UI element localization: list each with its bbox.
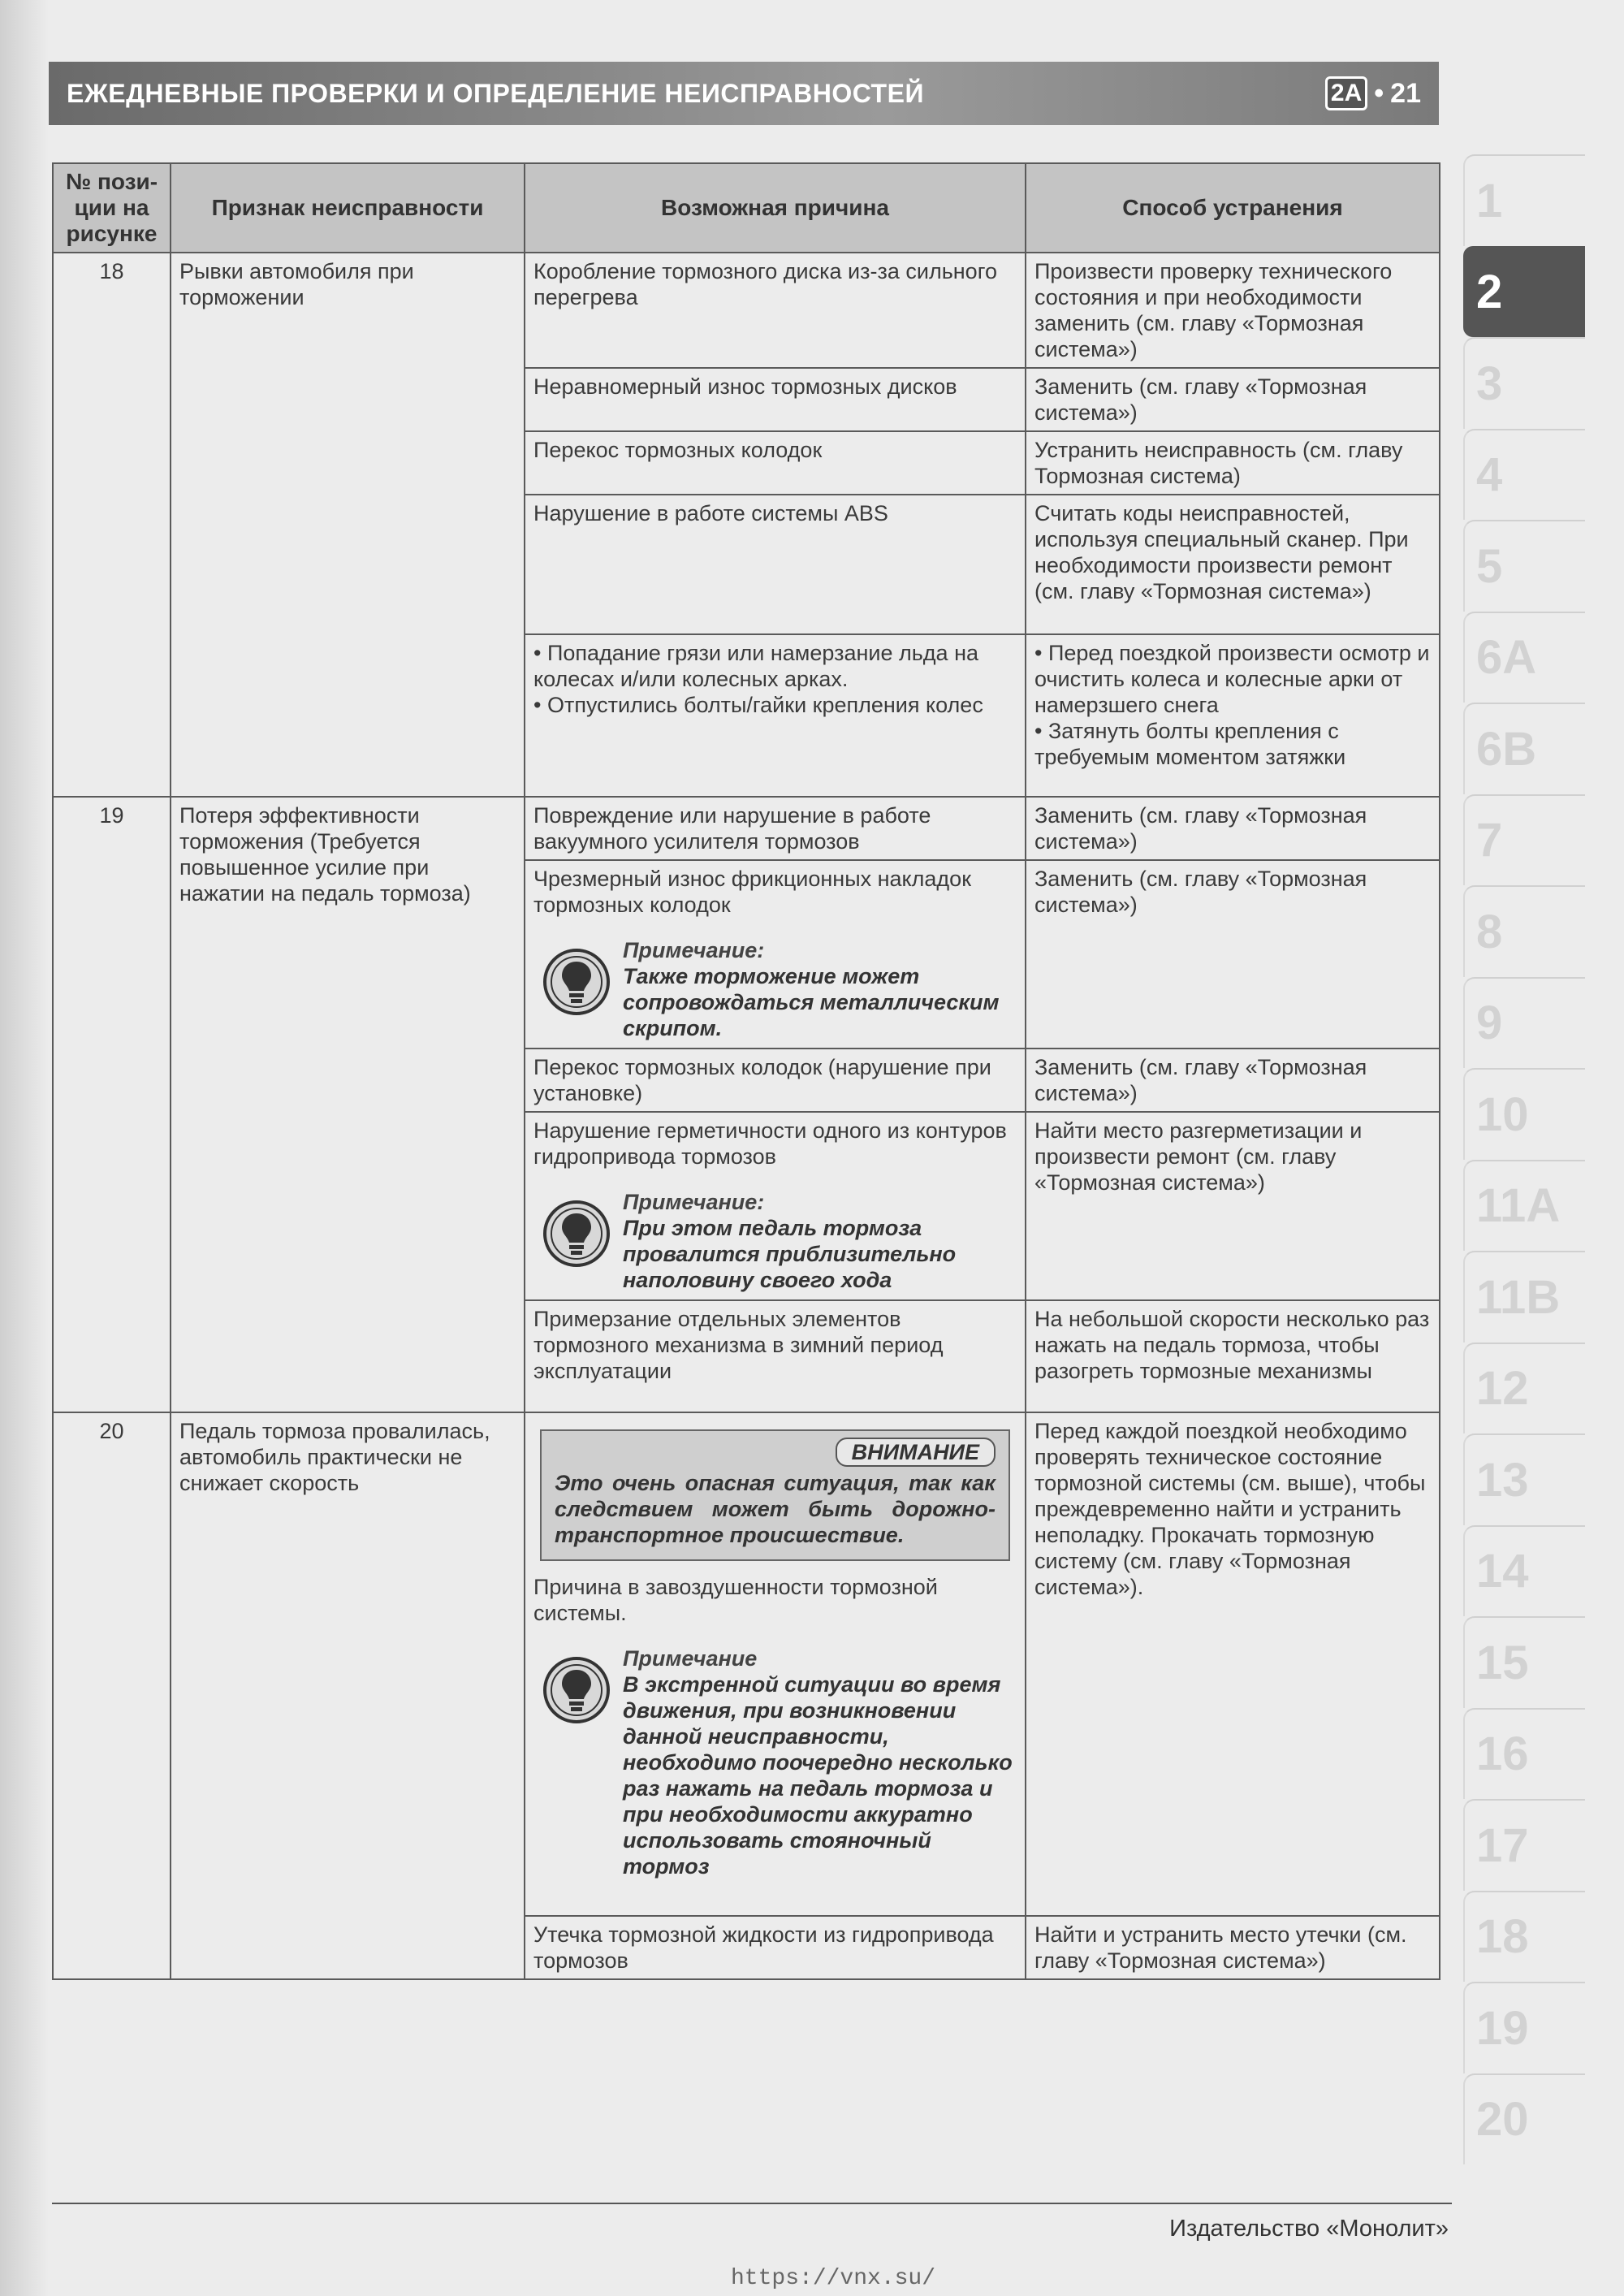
row-number: 19 xyxy=(53,797,171,1412)
chapter-tab[interactable]: 11A xyxy=(1463,1160,1585,1252)
remedy-cell: На небольшой скорости несколько раз нажать на педаль тормоза, чтобы разогреть тормозные механизмы xyxy=(1026,1300,1440,1412)
remedy-cell: Устранить неисправность (см. главу Тормозная система) xyxy=(1026,431,1440,495)
list-item: • Попадание грязи или намерзание льда на колесах и/или колесных арках. xyxy=(533,641,979,691)
chapter-tab[interactable]: 10 xyxy=(1463,1068,1585,1160)
header-symptom: Признак неисправности xyxy=(171,163,525,253)
remedy-cell: Считать коды неисправностей, используя специальный сканер. При необходимости произвести ремонт (см. главу «Тормозная система») xyxy=(1026,495,1440,634)
lightbulb-icon xyxy=(542,1655,611,1725)
symptom-cell: Педаль тормоза провалилась, автомобиль практически не снижает скорость xyxy=(171,1412,525,1979)
cause-cell: Неравномерный износ тормозных дисков xyxy=(525,368,1026,431)
chapter-tab[interactable]: 13 xyxy=(1463,1433,1585,1525)
footer-divider xyxy=(52,2203,1452,2204)
header-separator: • xyxy=(1374,77,1384,109)
remedy-cell: Произвести проверку технического состояния и при необходимости заменить (см. главу «Тормозная система») xyxy=(1026,253,1440,368)
cause-cell: Перекос тормозных колодок (нарушение при установке) xyxy=(525,1049,1026,1112)
note-title: Примечание xyxy=(623,1646,758,1671)
warning-box xyxy=(540,1429,1010,1561)
chapter-tab[interactable]: 19 xyxy=(1463,1982,1585,2073)
note-block xyxy=(533,937,1017,1041)
cause-cell: Повреждение или нарушение в работе вакуумного усилителя тормозов xyxy=(525,797,1026,860)
chapter-tab[interactable]: 20 xyxy=(1463,2073,1585,2165)
list-item: • Перед поездкой произвести осмотр и очистить колеса и колесные арки от намерзшего снега xyxy=(1034,641,1430,717)
troubleshooting-table xyxy=(52,162,1440,1980)
header-remedy: Способ устранения xyxy=(1026,163,1440,253)
symptom-cell: Потеря эффективности торможения (Требуется повышенное усилие при нажатии на педаль тормоза) xyxy=(171,797,525,1412)
chapter-tab[interactable]: 1 xyxy=(1463,154,1585,246)
chapter-tab[interactable]: 12 xyxy=(1463,1343,1585,1434)
note-text: Также торможение может сопровождаться металлическим скрипом. xyxy=(623,964,1000,1040)
note-text: При этом педаль тормоза провалится приблизительно наполовину своего хода xyxy=(623,1216,957,1292)
chapter-tab[interactable]: 2 xyxy=(1463,246,1585,338)
cause-cell xyxy=(525,1112,1026,1300)
chapter-tab[interactable]: 18 xyxy=(1463,1891,1585,1983)
cause-cell: Примерзание отдельных элементов тормозного механизма в зимний период эксплуатации xyxy=(525,1300,1026,1412)
remedy-cell: Заменить (см. главу «Тормозная система») xyxy=(1026,368,1440,431)
note-text: В экстренной ситуации во время движения, при возникновении данной неисправности, необходимо поочередно несколько раз нажать на педаль тормоза и при необходимости аккуратно использовать стояночный тормоз xyxy=(623,1672,1013,1879)
note-block xyxy=(533,1189,1017,1293)
remedy-list xyxy=(1034,640,1431,770)
list-item: • Отпустились болты/гайки крепления колес xyxy=(533,693,983,717)
remedy-cell xyxy=(1026,634,1440,797)
cause-text: Нарушение герметичности одного из контуров гидропривода тормозов xyxy=(533,1118,1007,1169)
site-url: https://vnx.su/ xyxy=(731,2266,936,2291)
publisher-name: Издательство «Монолит» xyxy=(1169,2216,1449,2242)
chapter-badge: 2A xyxy=(1325,76,1367,110)
remedy-cell: Заменить (см. главу «Тормозная система») xyxy=(1026,860,1440,1049)
header-cause: Возможная причина xyxy=(525,163,1026,253)
lightbulb-icon xyxy=(542,1199,611,1269)
row-number: 20 xyxy=(53,1412,171,1979)
chapter-tab[interactable]: 15 xyxy=(1463,1616,1585,1708)
header-title: ЕЖЕДНЕВНЫЕ ПРОВЕРКИ И ОПРЕДЕЛЕНИЕ НЕИСПРАВНОСТЕЙ xyxy=(67,78,924,108)
cause-cell xyxy=(525,860,1026,1049)
warning-label: ВНИМАНИЕ xyxy=(836,1438,996,1467)
symptom-cell: Рывки автомобиля при торможении xyxy=(171,253,525,797)
header-page-number xyxy=(1325,76,1421,110)
cause-cell: Утечка тормозной жидкости из гидропривода тормозов xyxy=(525,1916,1026,1979)
remedy-cell: Заменить (см. главу «Тормозная система») xyxy=(1026,797,1440,860)
chapter-tab[interactable]: 17 xyxy=(1463,1799,1585,1891)
chapter-tab[interactable]: 8 xyxy=(1463,885,1585,977)
cause-cell: Коробление тормозного диска из-за сильного перегрева xyxy=(525,253,1026,368)
chapter-tab[interactable]: 9 xyxy=(1463,977,1585,1069)
chapter-tab[interactable]: 11B xyxy=(1463,1251,1585,1343)
warning-text: Это очень опасная ситуация, так как следствием может быть дорожно-транспортное происшествие. xyxy=(555,1471,996,1547)
chapter-tab[interactable]: 7 xyxy=(1463,794,1585,886)
remedy-cell: Найти и устранить место утечки (см. главу «Тормозная система») xyxy=(1026,1916,1440,1979)
cause-cell: Перекос тормозных колодок xyxy=(525,431,1026,495)
cause-cell xyxy=(525,1412,1026,1916)
chapter-tab[interactable]: 3 xyxy=(1463,337,1585,429)
table-row xyxy=(53,797,1440,860)
note-title: Примечание: xyxy=(623,1190,765,1214)
chapter-tab[interactable]: 5 xyxy=(1463,520,1585,612)
chapter-tab[interactable]: 16 xyxy=(1463,1708,1585,1800)
page-header xyxy=(49,62,1439,125)
cause-text: Причина в завоздушенности тормозной системы. xyxy=(533,1575,938,1625)
note-block xyxy=(533,1645,1017,1879)
page-edge-shadow xyxy=(0,0,49,2296)
header-num: № пози-ции на рисунке xyxy=(53,163,171,253)
remedy-cell: Найти место разгерметизации и произвести ремонт (см. главу «Тормозная система») xyxy=(1026,1112,1440,1300)
chapter-tab[interactable]: 6B xyxy=(1463,703,1585,794)
lightbulb-icon xyxy=(542,947,611,1017)
table-row xyxy=(53,253,1440,368)
chapter-tab[interactable]: 14 xyxy=(1463,1525,1585,1617)
note-title: Примечание: xyxy=(623,938,765,962)
table-row xyxy=(53,1412,1440,1916)
cause-cell xyxy=(525,634,1026,797)
list-item: • Затянуть болты крепления с требуемым моментом затяжки xyxy=(1034,719,1346,769)
cause-text: Чрезмерный износ фрикционных накладок тормозных колодок xyxy=(533,867,972,917)
row-number: 18 xyxy=(53,253,171,797)
page-number: 21 xyxy=(1390,77,1421,109)
chapter-tabs xyxy=(1463,154,1585,2164)
chapter-tab[interactable]: 4 xyxy=(1463,429,1585,521)
chapter-tab[interactable]: 6A xyxy=(1463,612,1585,703)
cause-cell: Нарушение в работе системы ABS xyxy=(525,495,1026,634)
remedy-cell: Перед каждой поездкой необходимо проверять техническое состояние тормозной системы (см. выше), чтобы преждевременно найти и устранить неполадку. Прокачать тормозную систему (см. главу «Тормозная система»). xyxy=(1026,1412,1440,1916)
remedy-cell: Заменить (см. главу «Тормозная система») xyxy=(1026,1049,1440,1112)
cause-list xyxy=(533,640,1017,718)
table-header-row xyxy=(53,163,1440,253)
